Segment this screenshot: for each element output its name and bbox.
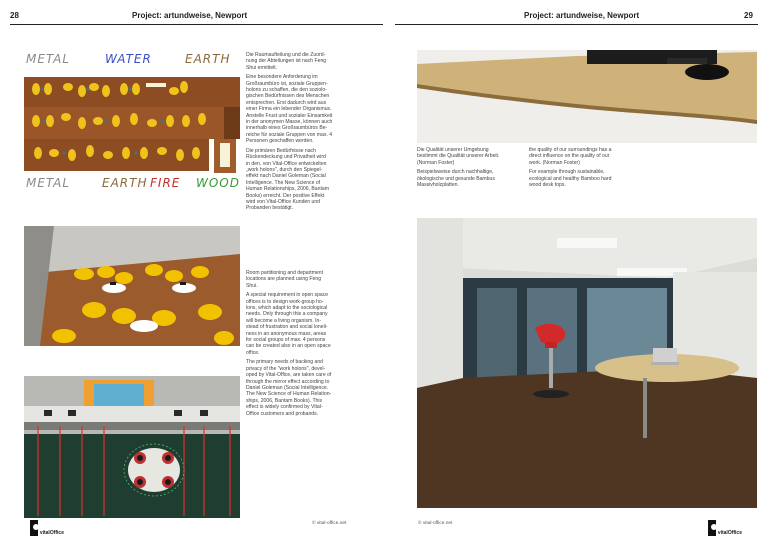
left-text-de-paragraph-3: Die primären Bedürfnisse nach Rückendeckung und Privatheit wird in den, von Vital-Office entwickelten „work holons", durch den Spiegel- effekt nach Daniel Goleman (Social Intelligence. The New Science of Human Relationships, 2006, Bantam Books) erreicht. Der positive Effekt wird von Vital-Office Kunden und Probanden bestätigt. (246, 147, 329, 212)
left-text-en-paragraph-2: A special requirement in open space offices is to design work-group ho- lons, which adapt to the sociological needs. Only through this a company will become a living organism. In- stead of frustration and social loneli- ness in an anonymous mass, areas for social groups of max. 4 persons can be created also in an open space office. (246, 292, 331, 356)
left-text-de-paragraph-1: Die Raumaufteilung und die Zuord- nung der Abteilungen ist nach Feng Shui ermittelt. (246, 52, 327, 71)
right-text-de-example: Beispielsweise durch nachhaltige, ökologische und gesunde Bambus Massivholzplatten. (417, 169, 495, 189)
vital-office-logo-text: vitalOffice (717, 530, 742, 536)
vital-office-logo-text: vitalOffice (39, 530, 64, 536)
vital-office-logo-mark (708, 520, 716, 536)
plan-label-earth-top: EARTH (185, 52, 231, 66)
plan-label-fire: FIRE (150, 176, 181, 190)
floor-plan (24, 77, 240, 173)
office-interior-photo (417, 218, 757, 508)
right-text-english (529, 147, 644, 191)
plan-label-earth-bottom: EARTH (102, 176, 148, 190)
right-page-number: 29 (744, 11, 753, 20)
left-footer-url: © vital-office.net (312, 521, 347, 526)
mirror-effect-render (24, 376, 240, 518)
left-text-english (246, 270, 338, 420)
plan-label-metal: METAL (26, 52, 71, 66)
office-render-image (24, 226, 240, 346)
right-text-de-quote: Die Qualität unserer Umgebung bestimmt die Qualität unserer Arbeit. (Norman Foster) (417, 147, 500, 166)
left-header-rule (10, 24, 383, 25)
right-page-title: Project: artundweise, Newport (524, 11, 640, 20)
right-header-rule (395, 24, 758, 25)
plan-label-wood: WOOD (196, 176, 240, 190)
left-text-de-paragraph-2: Eine besondere Anforderung im Großraumbüro ist, soziale Gruppen- holons zu schaffen, die den soziolo- gischen Bedürfnissen des Menschen entsprechen. Erst dadurch wird aus einer Firma ein lebender Organismus. Anstelle Frust und sozialer Einsamkeit in der anonymen Masse, können auch innerhalb eines Großraumbüros Be- reiche für soziale Gruppen von max. 4 Personen geschaffen werden. (246, 74, 333, 145)
vital-office-logo-left (30, 518, 64, 536)
left-text-en-paragraph-1: Room partitioning and department locations are planned using Feng Shui. (246, 270, 324, 289)
bamboo-desk-photo (417, 50, 757, 143)
left-page-number: 28 (10, 11, 19, 20)
left-text-german (246, 52, 338, 215)
plan-label-water: WATER (105, 52, 152, 66)
vital-office-logo-right (708, 518, 742, 536)
right-text-german (417, 147, 527, 191)
plan-label-metal-bottom: METAL (26, 176, 71, 190)
left-text-en-paragraph-3: The primary needs of backing and privacy of the "work holons", devel- oped by Vital-Office, are taken care of through the mirror effect according to Daniel Goleman (Social Intelligence. The New Science of Human Relation- ships, 2006, Bantam Books). This effect is widely confirmed by Vital- Office customers and probands. (246, 359, 332, 417)
right-text-en-quote: the quality of our surroundings has a direct influence on the quality of our work. (Norman Foster) (529, 147, 612, 166)
left-page-title: Project: artundweise, Newport (132, 11, 248, 20)
right-footer-url: © vital-office.net (418, 521, 453, 526)
right-text-en-example: For example through sustainable, ecological and healthy Bamboo hard wood desk tops. (529, 169, 612, 189)
vital-office-logo-mark (30, 520, 38, 536)
